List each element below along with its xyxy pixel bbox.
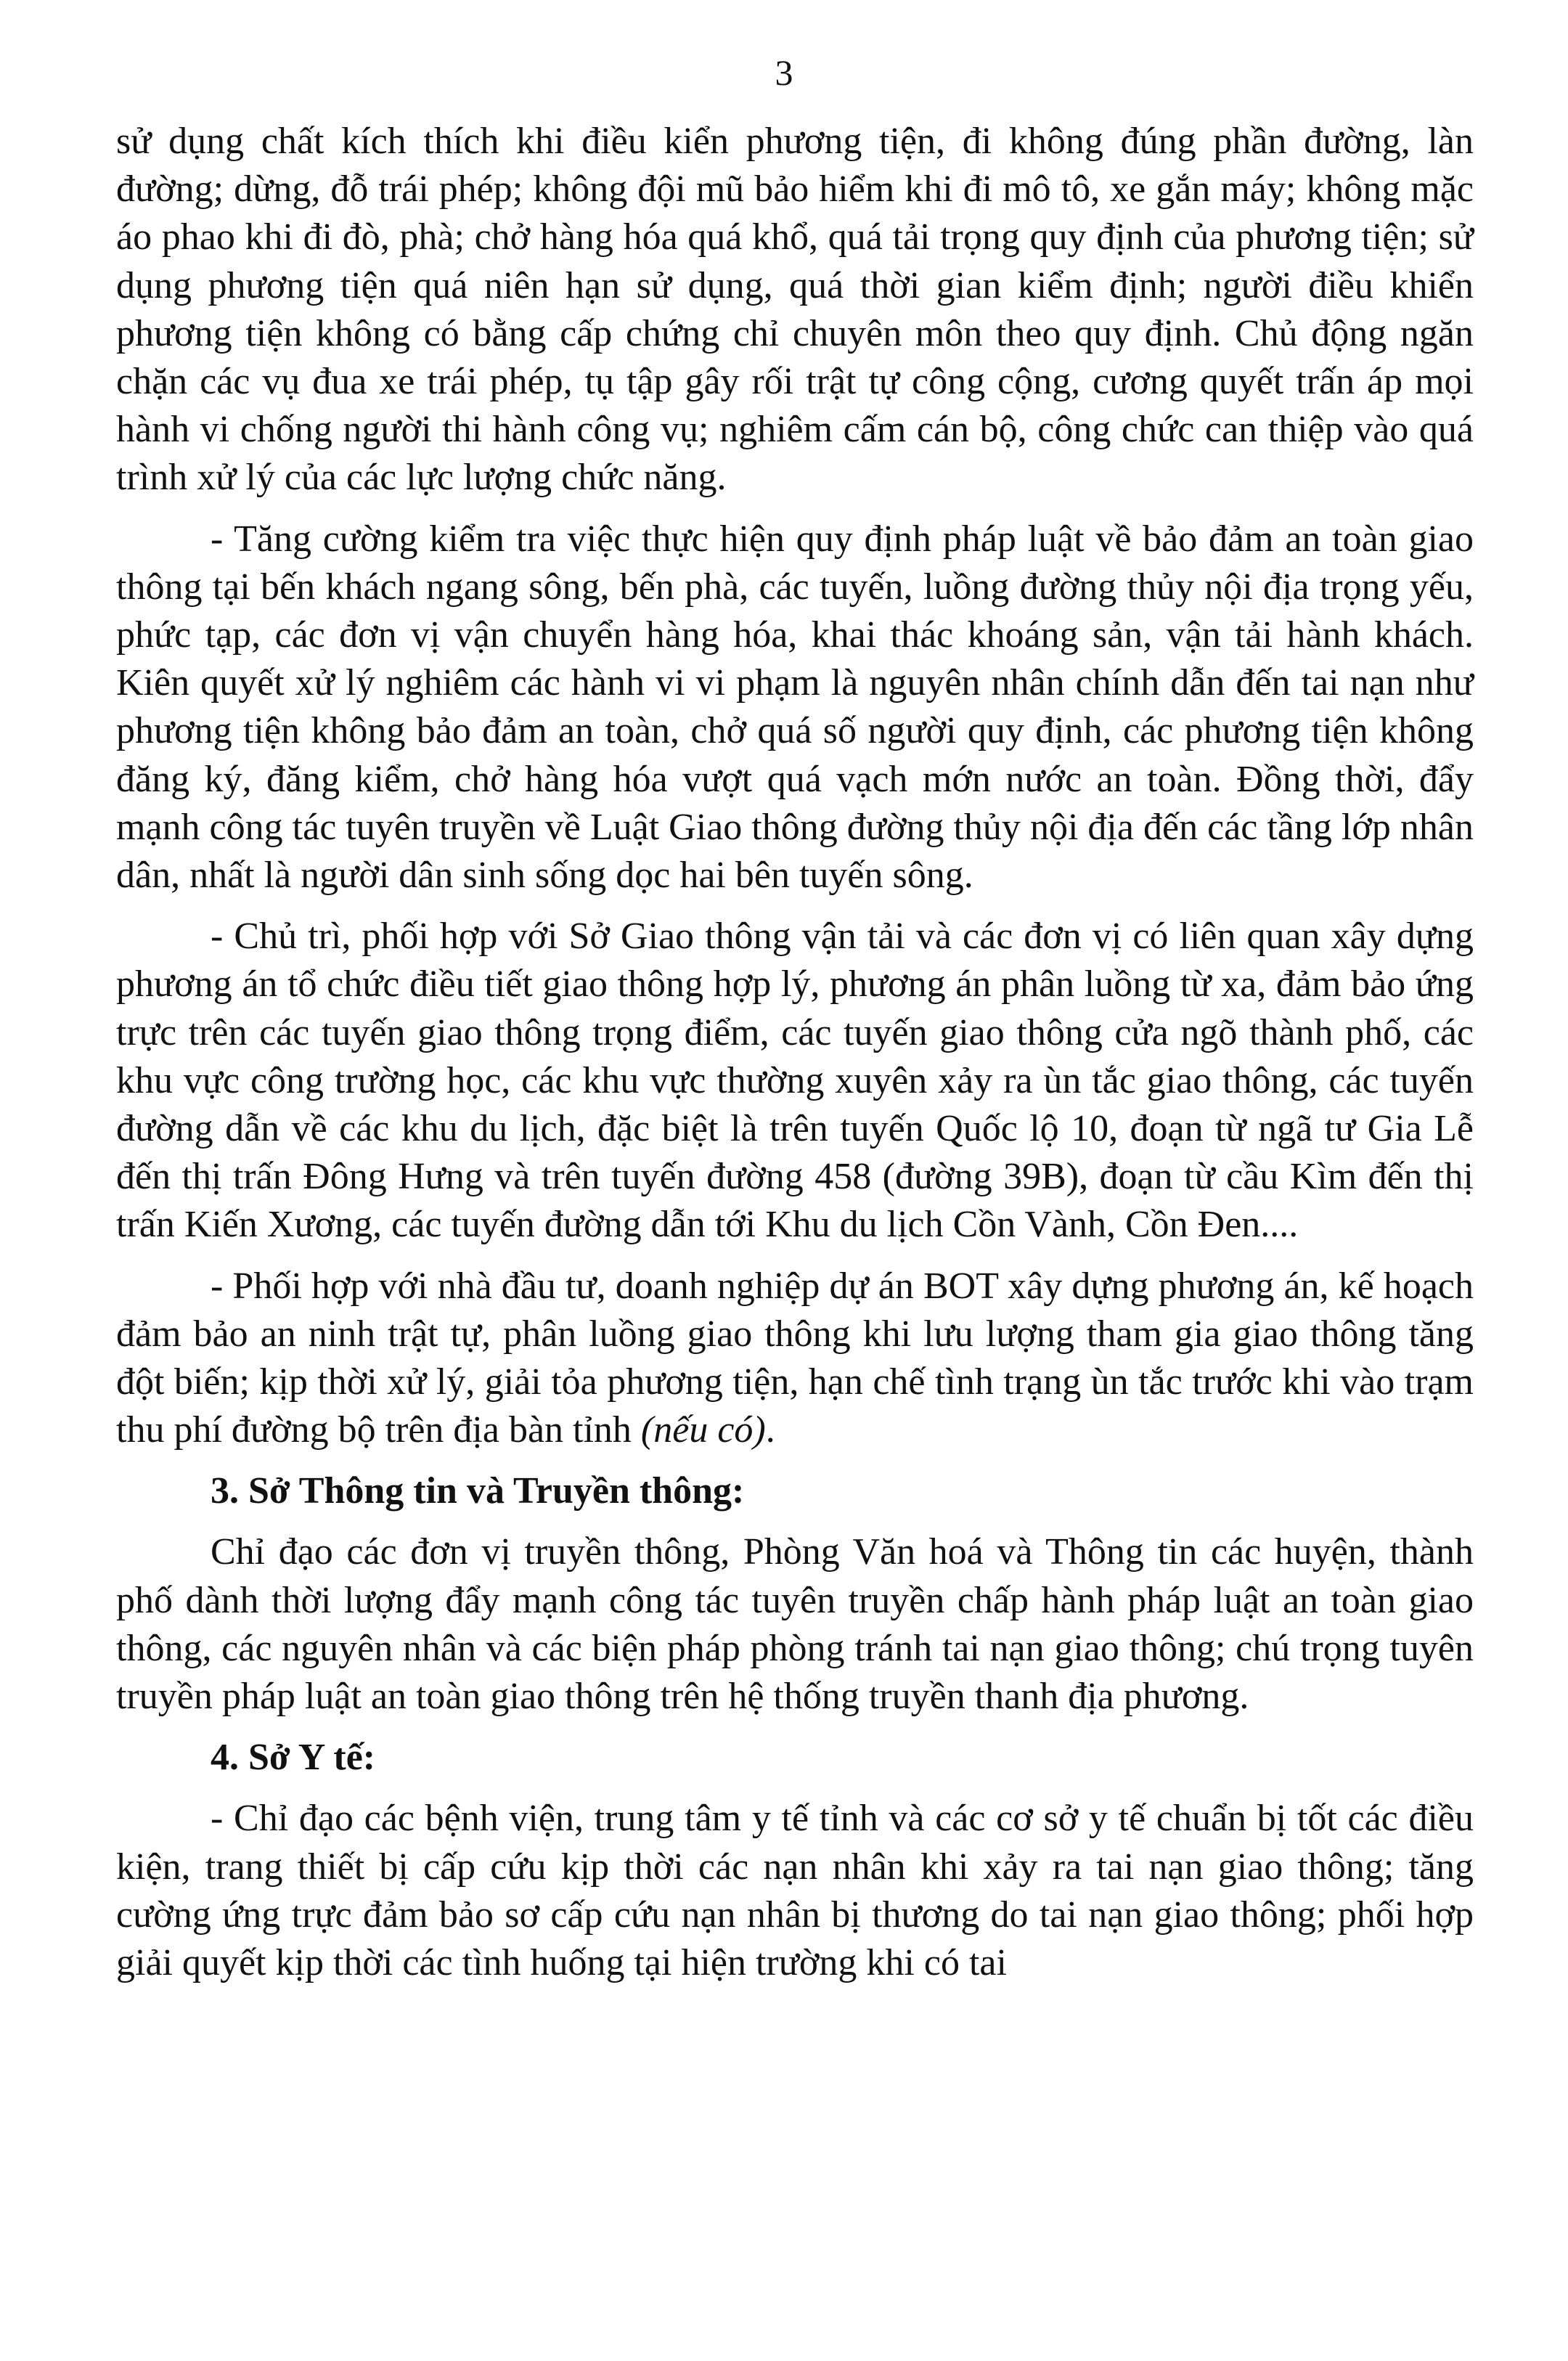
- section-heading-information-communications: 3. Sở Thông tin và Truyền thông:: [211, 1470, 745, 1512]
- paragraph-information-communications: Chỉ đạo các đơn vị truyền thông, Phòng Văn hoá và Thông tin các huyện, thành phố dành thời lượng đẩy mạnh công tác tuyên truyền chấp hành pháp luật an toàn giao thông, các nguyên nhân và các biện pháp phòng tránh tai nạn giao thông; chú trọng tuyên truyền pháp luật an toàn giao thông trên hệ thống truyền thanh địa phương.: [116, 1531, 1474, 1718]
- paragraph-inspection: - Tăng cường kiểm tra việc thực hiện quy định pháp luật về bảo đảm an toàn giao thông tại bến khách ngang sông, bến phà, các tuyến, luồng đường thủy nội địa trọng yếu, phức tạp, các đơn vị vận chuyển hàng hóa, khai thác khoáng sản, vận tải hành khách. Kiên quyết xử lý nghiêm các hành vi vi phạm là nguyên nhân chính dẫn đến tai nạn như phương tiện không bảo đảm an toàn, chở quá số người quy định, các phương tiện không đăng ký, đăng kiểm, chở hàng hóa vượt quá vạch mớn nước an toàn. Đồng thời, đẩy mạnh công tác tuyên truyền về Luật Giao thông đường thủy nội địa đến các tầng lớp nhân dân, nhất là người dân sinh sống dọc hai bên tuyến sông.: [116, 518, 1474, 897]
- paragraph-continuation: sử dụng chất kích thích khi điều kiển phương tiện, đi không đúng phần đường, làn đường; dừng, đỗ trái phép; không đội mũ bảo hiểm khi đi mô tô, xe gắn máy; không mặc áo phao khi đi đò, phà; chở hàng hóa quá khổ, quá tải trọng quy định của phương tiện; sử dụng phương tiện quá niên hạn sử dụng, quá thời gian kiểm định; người điều khiển phương tiện không có bằng cấp chứng chỉ chuyên môn theo quy định. Chủ động ngăn chặn các vụ đua xe trái phép, tụ tập gây rối trật tự công cộng, cương quyết trấn áp mọi hành vi chống người thi hành công vụ; nghiêm cấm cán bộ, công chức can thiệp vào quá trình xử lý của các lực lượng chức năng.: [116, 121, 1474, 499]
- page-number: 3: [775, 52, 793, 93]
- paragraph-bot-italic-note: (nếu có): [640, 1409, 766, 1451]
- paragraph-bot-text: - Phối hợp với nhà đầu tư, doanh nghiệp dự án BOT xây dựng phương án, kế hoạch đảm bảo an ninh trật tự, phân luồng giao thông khi lưu lượng tham gia giao thông tăng đột biến; kịp thời xử lý, giải tỏa phương tiện, hạn chế tình trạng ùn tắc trước khi vào trạm thu phí đường bộ trên địa bàn tỉnh: [116, 1265, 1474, 1451]
- section-heading-health: 4. Sở Y tế:: [211, 1737, 376, 1779]
- paragraph-bot-end: .: [765, 1409, 775, 1451]
- document-body: [116, 118, 1474, 2000]
- paragraph-bot-coordination: [116, 1263, 1474, 1455]
- paragraph-traffic-routing: - Chủ trì, phối hợp với Sở Giao thông vận tải và các đơn vị có liên quan xây dựng phương án tổ chức điều tiết giao thông hợp lý, phương án phân luồng từ xa, đảm bảo ứng trực trên các tuyến giao thông trọng điểm, các tuyến giao thông cửa ngõ thành phố, các khu vực công trường học, các khu vực thường xuyên xảy ra ùn tắc giao thông, các tuyến đường dẫn về các khu du lịch, đặc biệt là trên tuyến Quốc lộ 10, đoạn từ ngã tư Gia Lễ đến thị trấn Đông Hưng và trên tuyến đường 458 (đường 39B), đoạn từ cầu Kìm đến thị trấn Kiến Xương, các tuyến đường dẫn tới Khu du lịch Cồn Vành, Cồn Đen....: [116, 916, 1474, 1246]
- paragraph-health: - Chỉ đạo các bệnh viện, trung tâm y tế tỉnh và các cơ sở y tế chuẩn bị tốt các điều kiện, trang thiết bị cấp cứu kịp thời các nạn nhân khi xảy ra tai nạn giao thông; tăng cường ứng trực đảm bảo sơ cấp cứu nạn nhân bị thương do tai nạn giao thông; phối hợp giải quyết kịp thời các tình huống tại hiện trường khi có tai: [116, 1798, 1474, 1983]
